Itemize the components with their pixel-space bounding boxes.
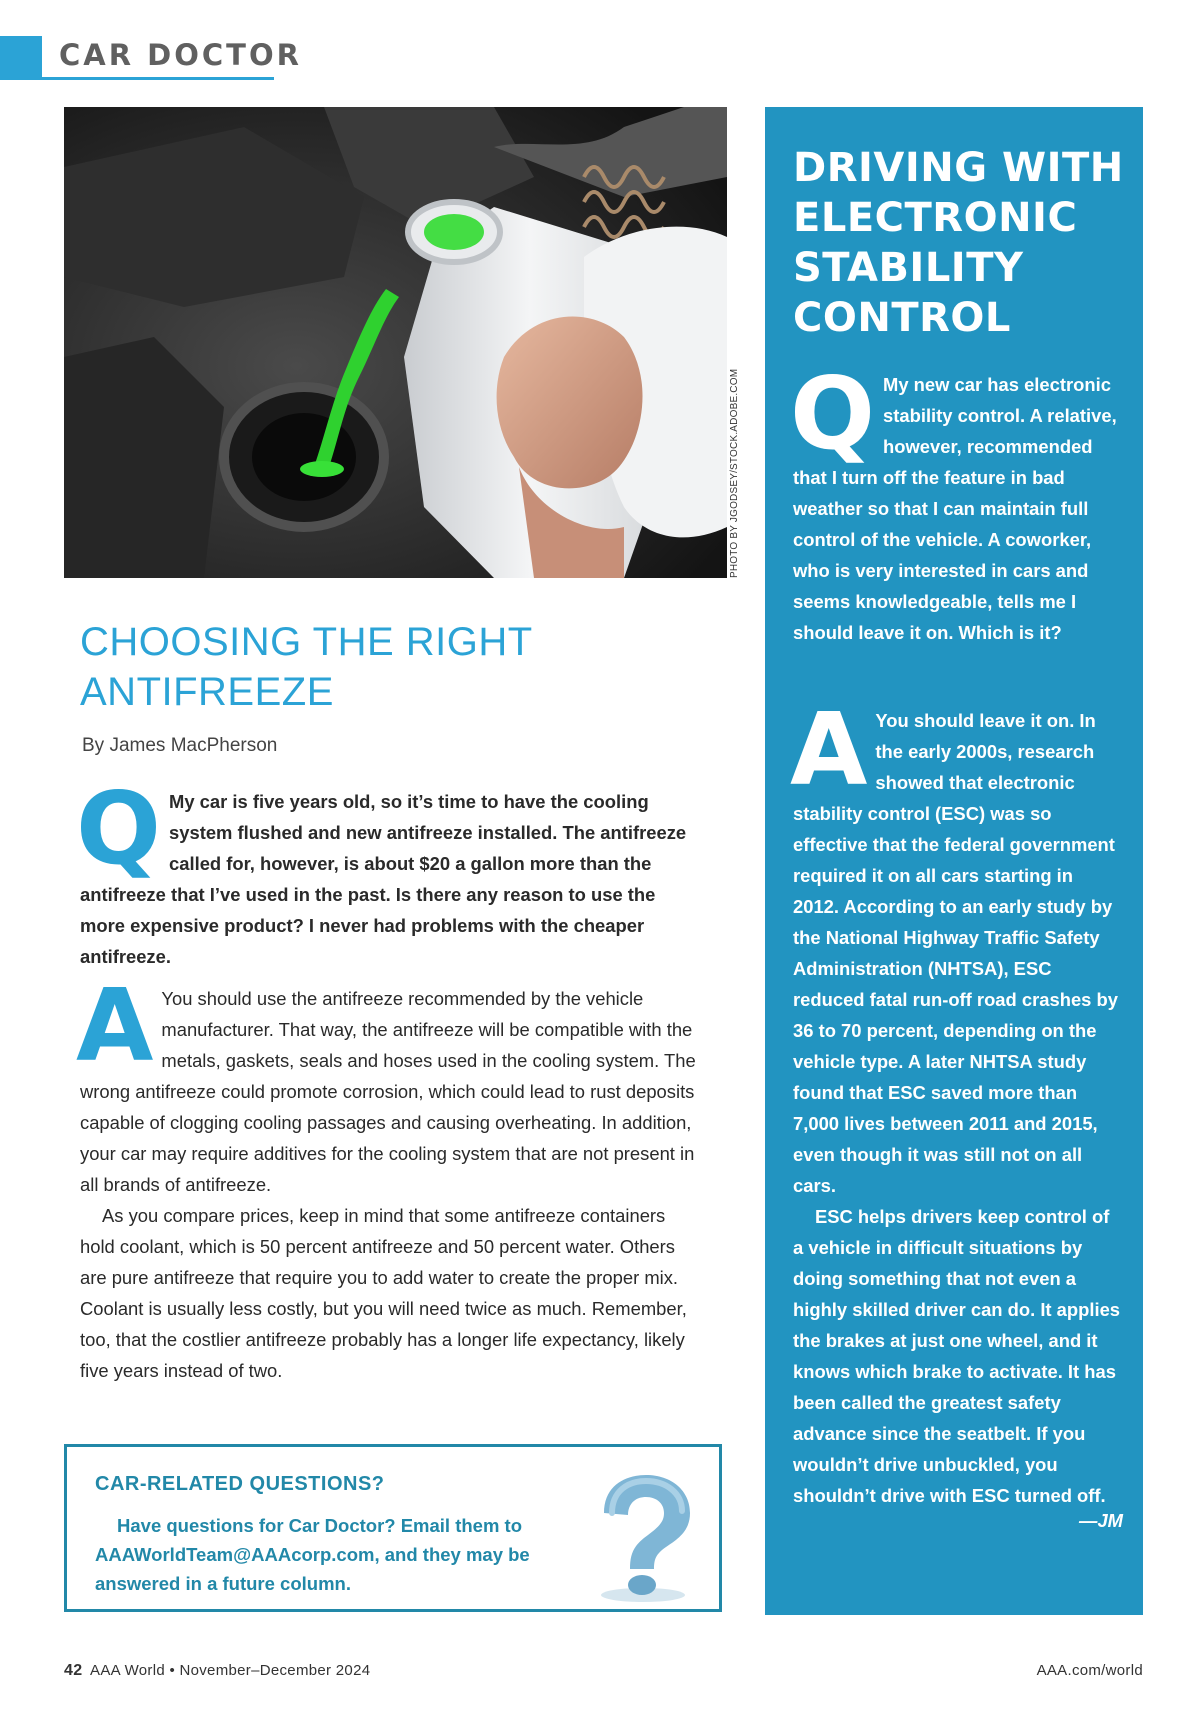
answer-dropcap: A — [76, 967, 154, 1084]
byline: By James MacPherson — [82, 735, 278, 756]
photo-credit: PHOTO BY JGODSEY/STOCK.ADOBE.COM — [729, 368, 740, 578]
section-underline — [42, 77, 274, 80]
car-questions-box — [64, 1444, 722, 1612]
section-title: CAR DOCTOR — [59, 38, 302, 72]
sidebar-question-text: My new car has electronic stability control. A relative, however, recommended that I turn off the feature in bad weather so that I can maintain full control of the vehicle. A coworker, who is very interested in cars and seems knowledgeable, tells me I should leave it on. Which is it? — [793, 374, 1117, 643]
answer-paragraph-2: As you compare prices, keep in mind that some antifreeze containers hold coolant, which is 50 percent antifreeze and 50 percent water. Others are pure antifreeze that require you to add water to create the proper mix. Coolant is usually less costly, but you will need twice as much. Remember, too, that the costlier antifreeze probably has a longer life expectancy, likely five years instead of two. — [80, 1205, 687, 1381]
sidebar-answer-dropcap: A — [790, 691, 868, 808]
ask-box-text: Have questions for Car Doctor? Email them to AAAWorldTeam@AAAcorp.com, and they may be answered in a future column. — [95, 1515, 530, 1594]
page-number: 42 — [64, 1662, 83, 1679]
question-mark-icon — [586, 1473, 701, 1603]
article-answer — [76, 967, 705, 1386]
question-text: My car is five years old, so it’s time to have the cooling system flushed and new antifreeze installed. The antifreeze called for, however, is about $20 a gallon more than the antifreeze that I’ve used in the past. Is there any reason to use the more expensive product? I never had problems with the cheaper antifreeze. — [80, 791, 687, 967]
section-color-block — [0, 36, 42, 80]
footer-folio — [64, 1662, 370, 1680]
sidebar-question-dropcap: Q — [790, 355, 876, 472]
article-question — [76, 770, 705, 972]
publication-issue: AAA World • November–December 2024 — [90, 1662, 371, 1679]
article-headline: CHOOSING THE RIGHT ANTIFREEZE — [80, 620, 533, 714]
author-signature: —JM — [1079, 1510, 1123, 1531]
antifreeze-pour-illustration — [64, 107, 727, 578]
esc-sidebar — [765, 107, 1143, 1615]
sidebar-answer-paragraph-2: ESC helps drivers keep control of a vehicle in difficult situations by doing something that not even a highly skilled driver can do. It applies the brakes at just one wheel, and it knows which brake to activate. It has been called the greatest safety advance since the seatbelt. If you wouldn’t drive unbuckled, you shouldn’t drive with ESC turned off. — [793, 1206, 1121, 1506]
antifreeze-photo — [64, 107, 727, 578]
footer-url[interactable]: AAA.com/world — [1036, 1662, 1143, 1679]
sidebar-answer — [790, 691, 1123, 1536]
ask-box-title: CAR-RELATED QUESTIONS? — [95, 1473, 385, 1495]
sidebar-answer-paragraph-1: You should leave it on. In the early 2000s, research showed that electronic stability control (ESC) was so effective that the federal government required it on all cars starting in 2012. According to an early study by the National Highway Traffic Safety Administration (NHTSA), ESC reduced fatal run-off road crashes by 36 to 70 percent, depending on the vehicle type. A later NHTSA study found that ESC saved more than 7,000 lives between 2011 and 2015, even though it was still not on all cars. — [793, 710, 1118, 1196]
sidebar-question — [790, 355, 1123, 648]
answer-paragraph-1: You should use the antifreeze recommended by the vehicle manufacturer. That way, the antifreeze will be compatible with the metals, gaskets, seals and hoses used in the cooling system. The wrong antifreeze could promote corrosion, which could lead to rust deposits capable of clogging cooling passages and causing overheating. In addition, your car may require additives for the cooling system that are not present in all brands of antifreeze. — [80, 988, 696, 1195]
sidebar-headline: DRIVING WITH ELECTRONIC STABILITY CONTROL — [793, 145, 1124, 341]
question-dropcap: Q — [76, 770, 162, 887]
